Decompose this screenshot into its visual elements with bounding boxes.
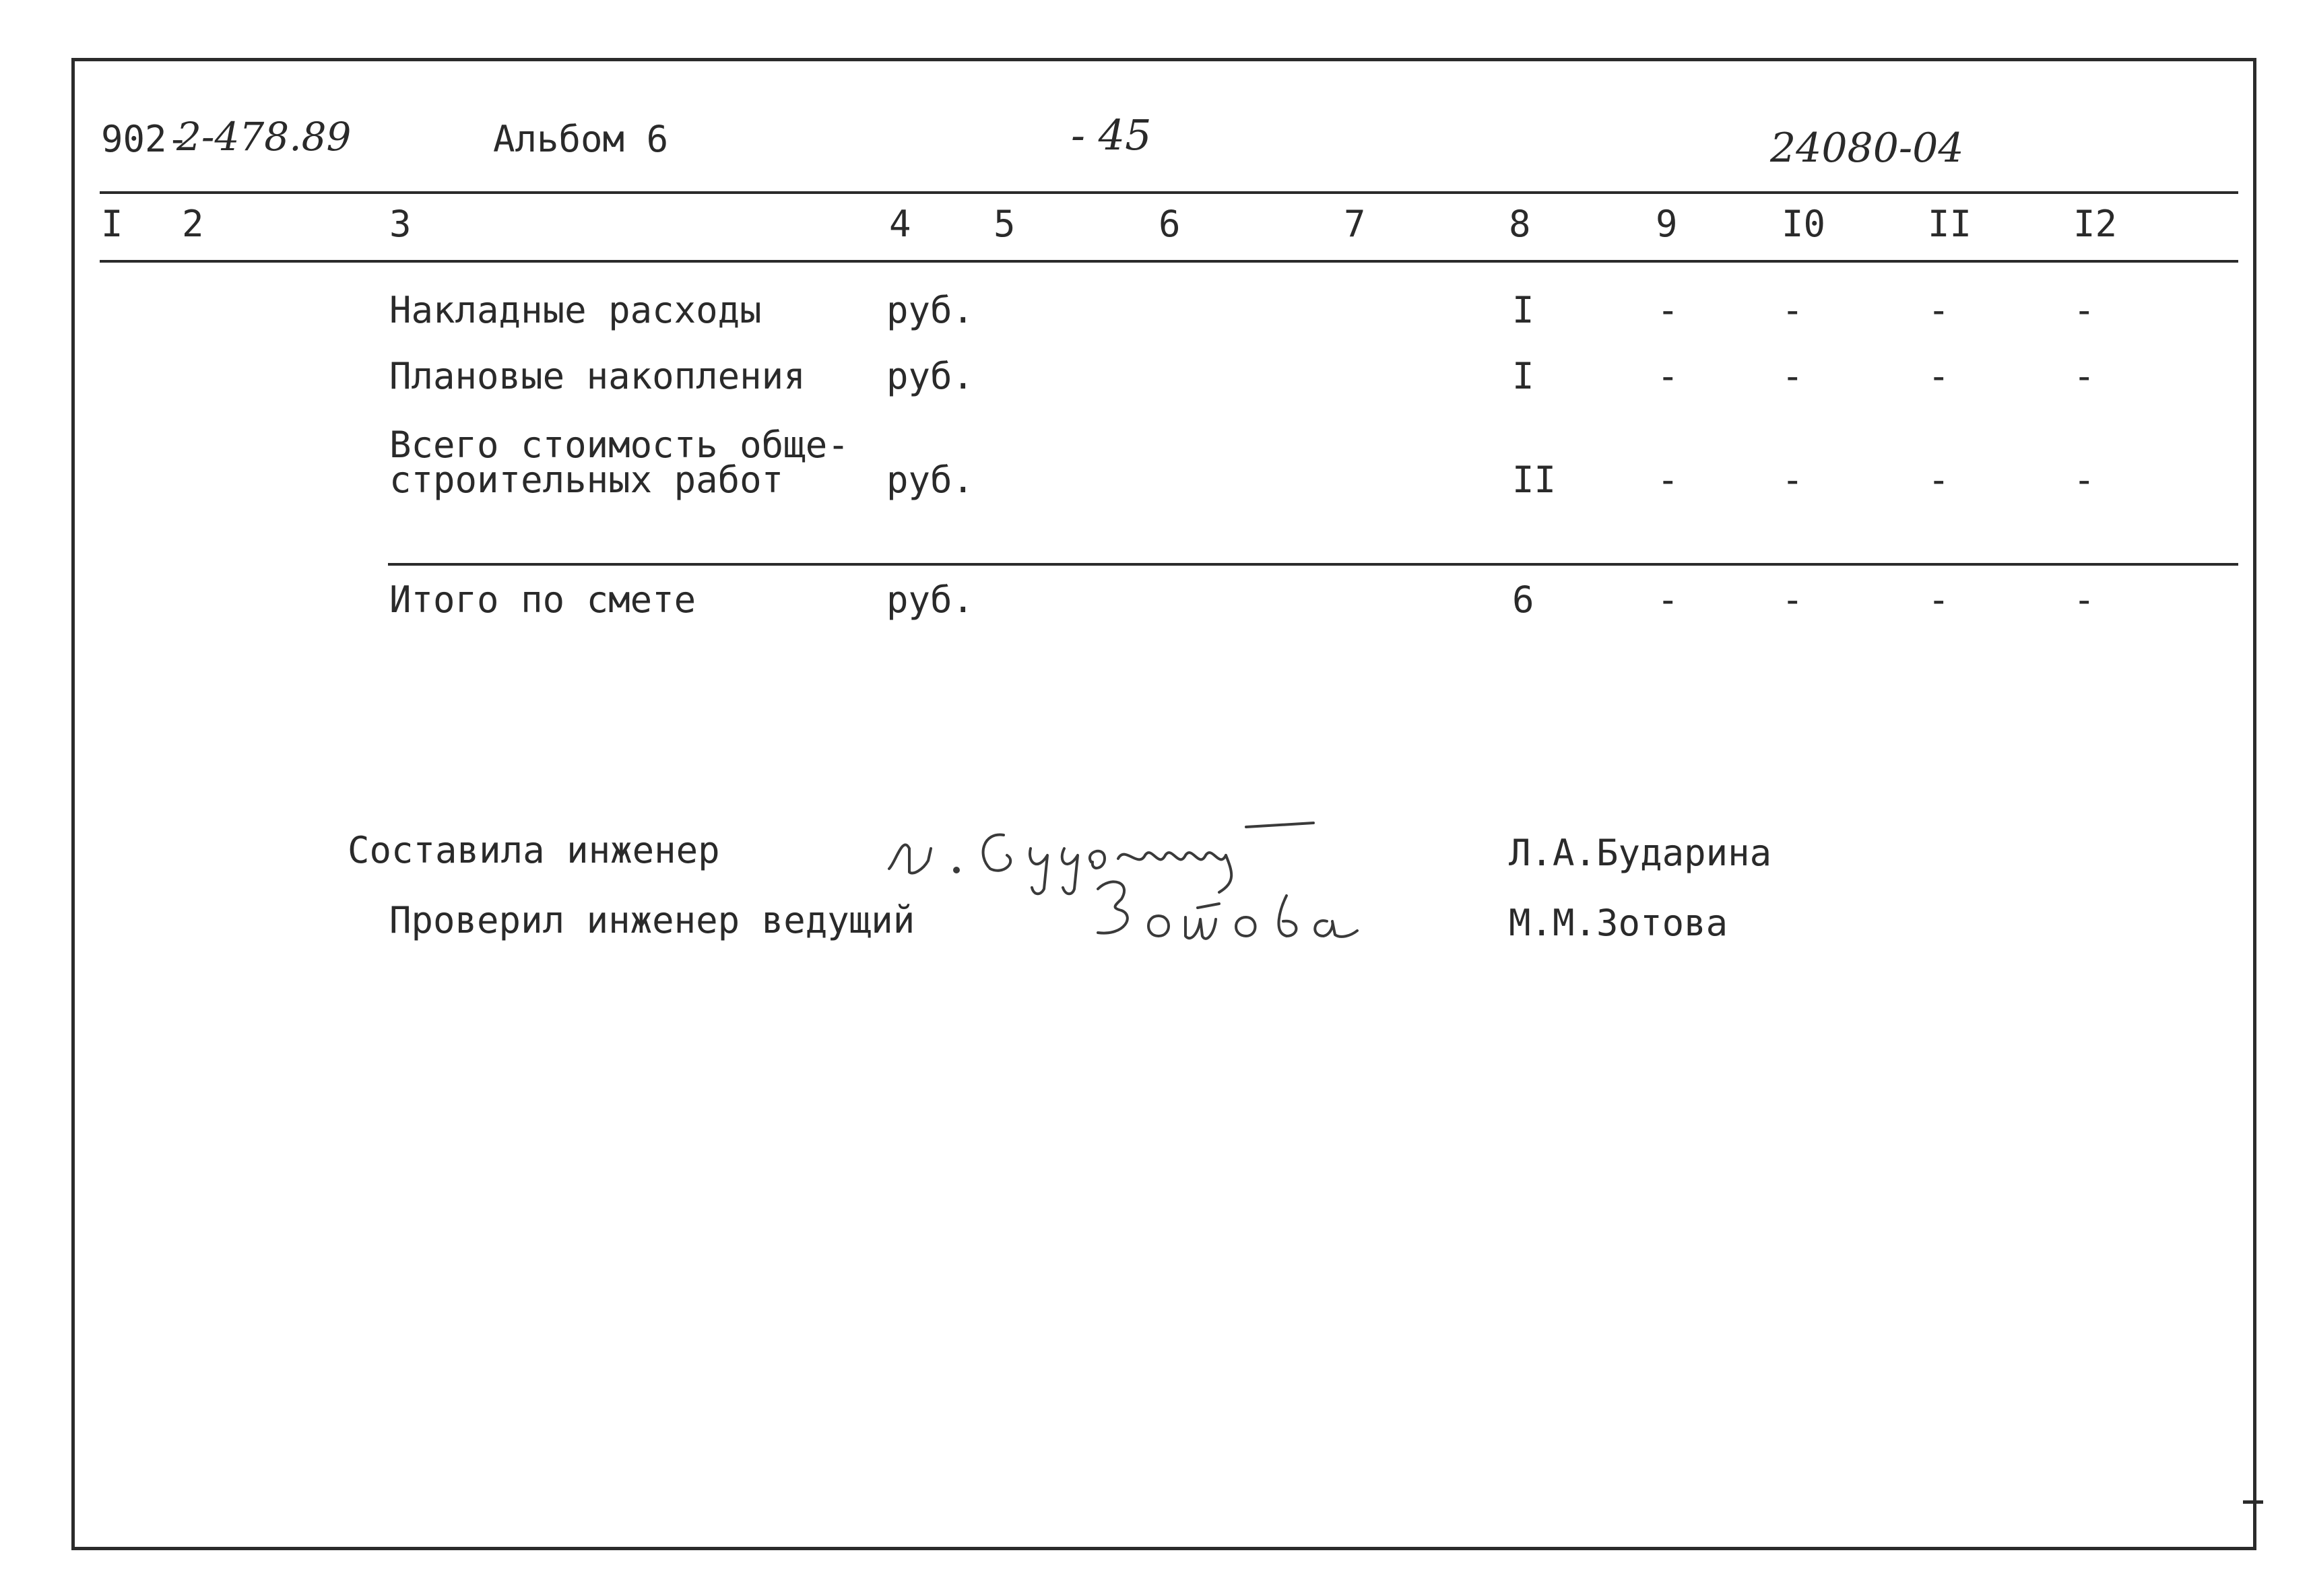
total-col9: - [1657,578,1679,621]
checker-role: Проверил инженер ведущий [389,899,915,941]
col-11: II [1928,203,1972,245]
row-unit: руб. [886,289,975,331]
row-name: Накладные расходы [389,289,762,331]
col-8: 8 [1509,203,1531,245]
row-col9: - [1657,289,1679,331]
signature-zotova [1084,869,1367,956]
row-col10: - [1782,459,1804,501]
total-col11: - [1928,578,1950,621]
row-col9: - [1657,355,1679,397]
col-7: 7 [1344,203,1366,245]
total-unit: руб. [886,578,975,621]
doc-code-handwritten: 2-478.89 [176,114,352,160]
col-3: 3 [389,203,412,245]
col-10: I0 [1782,203,1826,245]
row-col11: - [1928,355,1950,397]
album-label: Альбом 6 [493,118,669,160]
row-col8: II [1512,459,1557,501]
total-name: Итого по смете [389,578,696,621]
page-number: - 45 [1071,110,1152,160]
total-rule [388,563,2238,566]
col-12: I2 [2073,203,2118,245]
row-unit: руб. [886,355,975,397]
row-col9: - [1657,459,1679,501]
signer-role: Составила инженер [348,829,720,871]
row-col12: - [2073,289,2095,331]
col-2: 2 [182,203,204,245]
col-6: 6 [1159,203,1181,245]
signer-name: Л.А.Бударина [1509,832,1772,874]
row-col10: - [1782,289,1804,331]
row-col11: - [1928,459,1950,501]
header-top-rule [100,191,2238,194]
col-4: 4 [889,203,911,245]
col-9: 9 [1656,203,1678,245]
row-unit: руб. [886,459,975,501]
row-col8: I [1512,289,1534,331]
row-col11: - [1928,289,1950,331]
total-col8: 6 [1512,578,1534,621]
sheet-code: 24080-04 [1770,125,1964,172]
row-name-line1: Всего стоимость обще- [389,424,849,466]
checker-name: М.М.Зотова [1509,902,1728,944]
drawing-frame [71,58,2256,1550]
row-col8: I [1512,355,1534,397]
frame-edge-mark [2243,1500,2263,1504]
col-5: 5 [994,203,1016,245]
row-name-line2: строительных работ [389,459,784,501]
total-col12: - [2073,578,2095,621]
total-col10: - [1782,578,1804,621]
row-name: Плановые накопления [389,355,806,397]
col-1: I [101,203,123,245]
row-col12: - [2073,459,2095,501]
row-col10: - [1782,355,1804,397]
header-bottom-rule [100,260,2238,263]
row-col12: - [2073,355,2095,397]
doc-code-printed: 902- [101,118,189,160]
